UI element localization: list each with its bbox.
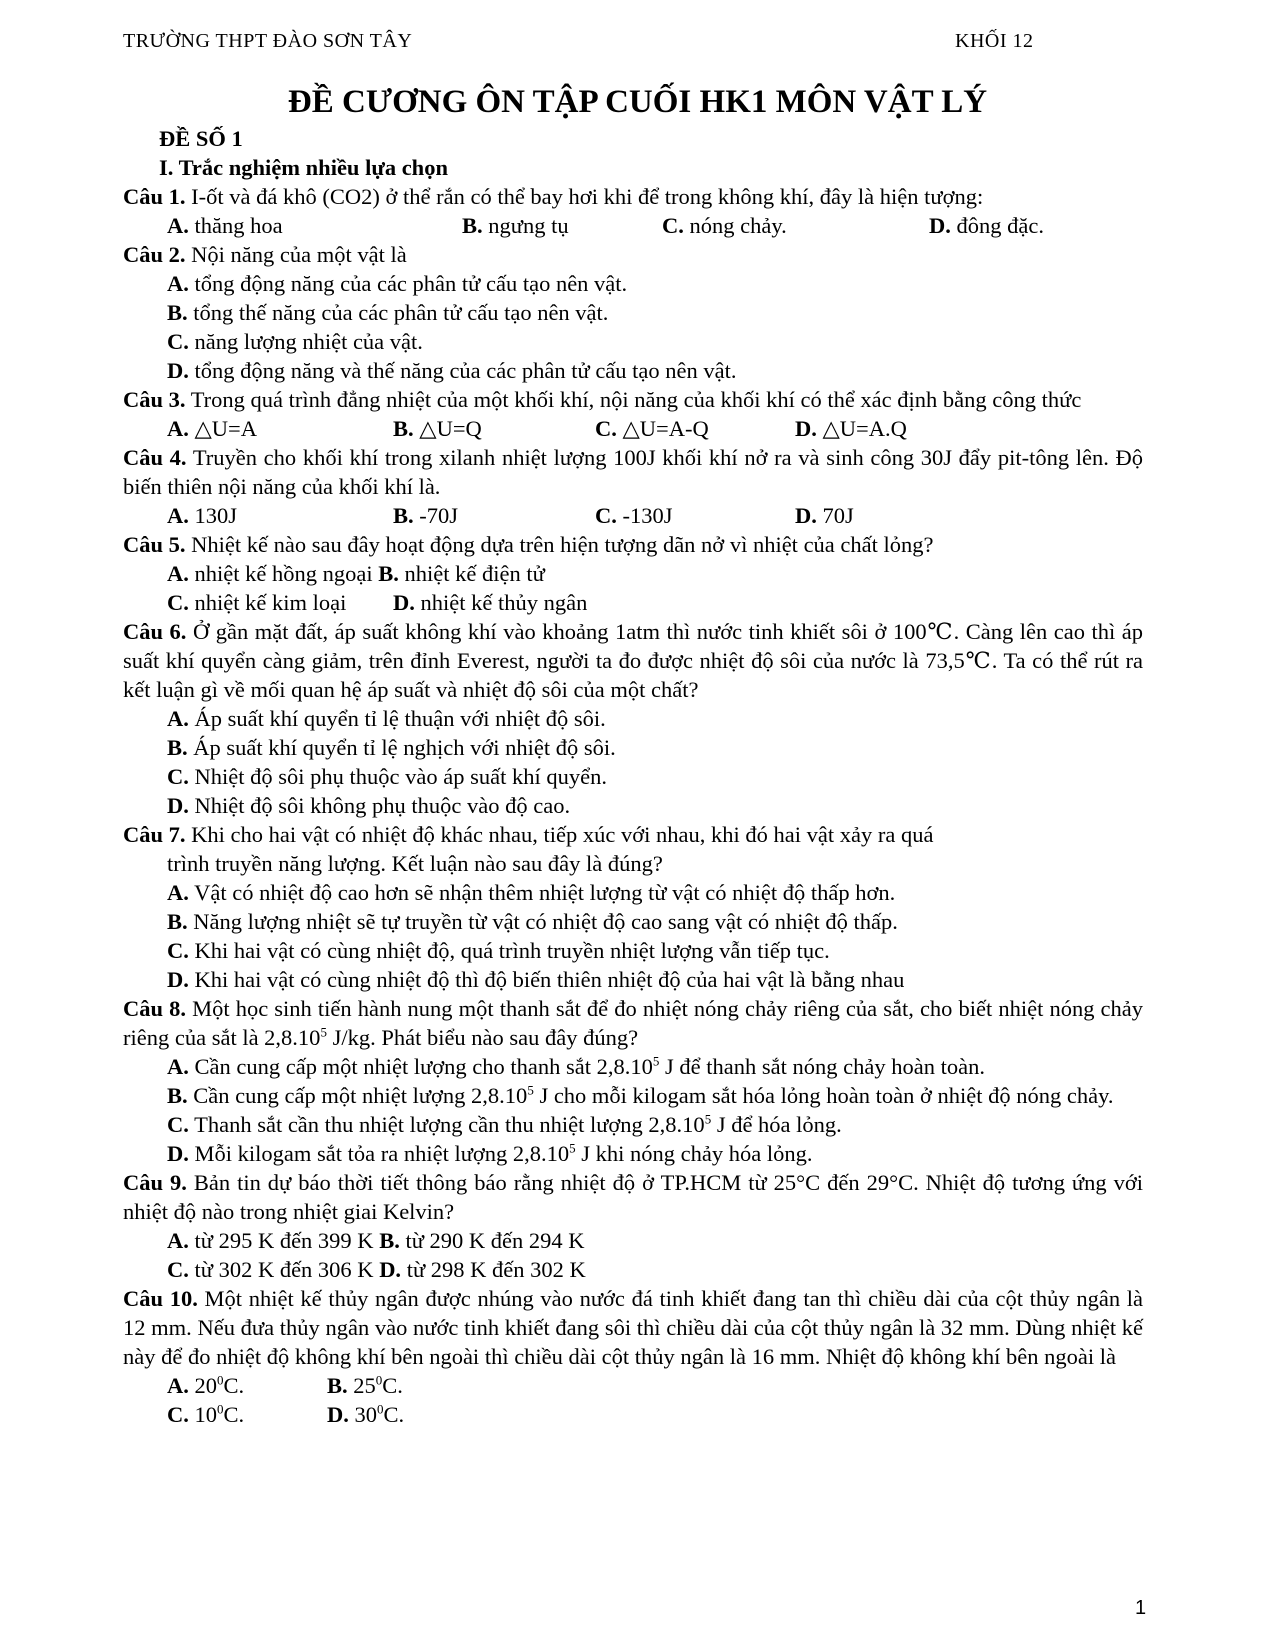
document-body — [123, 124, 1143, 1429]
question: Câu 3. Trong quá trình đẳng nhiệt của một khối khí, nội năng của khối khí có thể xác định bằng công thức — [123, 387, 1082, 412]
option-c: C. nóng chảy. — [662, 213, 787, 238]
option-b: B. ngưng tụ — [462, 213, 569, 238]
options-row — [123, 1400, 1143, 1429]
option-b: B. -70J — [393, 503, 459, 528]
options-row — [123, 501, 1143, 530]
option-c: C. năng lượng nhiệt của vật. — [167, 329, 423, 354]
option-c: C. từ 302 K đến 306 K — [167, 1257, 374, 1282]
option-c: C. △U=A-Q — [595, 416, 709, 441]
option-d: D. Mỗi kilogam sắt tỏa ra nhiệt lượng 2,8.10$^5$ J khi nóng chảy hóa lỏng. — [167, 1140, 813, 1166]
option-a: A. tổng động năng của các phân tử cấu tạo nên vật. — [167, 271, 628, 296]
options-row — [123, 559, 1143, 588]
option-b: B. Cần cung cấp một nhiệt lượng 2,8.10$^5$ J cho mỗi kilogam sắt hóa lỏng hoàn toàn ở nhiệt độ nóng chảy. — [167, 1082, 1114, 1108]
option-d: D. đông đặc. — [929, 213, 1044, 238]
option-d: D. Khi hai vật có cùng nhiệt độ thì độ biến thiên nhiệt độ của hai vật là bằng nhau — [167, 967, 905, 992]
school-name: TRƯỜNG THPT ĐÀO SƠN TÂY — [123, 30, 413, 52]
option-b: B. Áp suất khí quyển tỉ lệ nghịch với nhiệt độ sôi. — [167, 735, 616, 760]
option-b: B. Năng lượng nhiệt sẽ tự truyền từ vật có nhiệt độ cao sang vật có nhiệt độ thấp. — [167, 909, 898, 934]
option-a: A. Cần cung cấp một nhiệt lượng cho thanh sắt 2,8.10$^5$ J để thanh sắt nóng chảy hoàn toàn. — [167, 1053, 985, 1079]
option-c: C. $10^0C$. — [167, 1401, 245, 1427]
section-label: I. Trắc nghiệm nhiều lựa chọn — [159, 155, 448, 180]
question: Câu 6. Ở gần mặt đất, áp suất không khí vào khoảng 1atm thì nước tinh khiết sôi ở 100℃. Càng lên cao thì áp suất khí quyển càng giảm, trên đỉnh Everest, người ta đo được nhiệt độ sôi của nước là 73,5℃. Ta có thể rút ra kết luận gì về mối quan hệ áp suất và nhiệt độ sôi của một chất? — [123, 619, 1144, 702]
option-d: D. từ 298 K đến 302 K — [379, 1257, 586, 1282]
question: Câu 7. Khi cho hai vật có nhiệt độ khác nhau, tiếp xúc với nhau, khi đó hai vật xảy ra quá — [123, 822, 934, 847]
option-c: C. Thanh sắt cần thu nhiệt lượng cần thu nhiệt lượng 2,8.10$^5$ J để hóa lỏng. — [167, 1111, 842, 1137]
option-c: C. nhiệt kế kim loại — [167, 590, 347, 615]
options-row — [123, 1226, 1143, 1255]
option-d: D. △U=A.Q — [795, 416, 907, 441]
option-c: C. Nhiệt độ sôi phụ thuộc vào áp suất khí quyển. — [167, 764, 607, 789]
option-b: B. $25^0C$. — [327, 1372, 403, 1398]
question: Câu 10. Một nhiệt kế thủy ngân được nhúng vào nước đá tinh khiết đang tan thì chiều dài của cột thủy ngân là 12 mm. Nếu đưa thủy ngân vào nước tinh khiết đang sôi thì chiều dài của cột thủy ngân là 32 mm. Dùng nhiệt kế này để đo nhiệt độ không khí bên ngoài thì chiều dài cột thủy ngân là 16 mm. Nhiệt độ không khí bên ngoài là — [123, 1286, 1143, 1369]
option-b: B. tổng thế năng của các phân tử cấu tạo nên vật. — [167, 300, 609, 325]
question: Câu 1. I-ốt và đá khô (CO2) ở thể rắn có thể bay hơi khi để trong không khí, đây là hiện tượng: — [123, 184, 984, 209]
option-b: B. nhiệt kế điện tử — [378, 561, 545, 586]
option-a: A. Vật có nhiệt độ cao hơn sẽ nhận thêm nhiệt lượng từ vật có nhiệt độ thấp hơn. — [167, 880, 896, 905]
document-title: ĐỀ CƯƠNG ÔN TẬP CUỐI HK1 MÔN VẬT LÝ — [287, 84, 988, 120]
option-a: A. Áp suất khí quyển tỉ lệ thuận với nhiệt độ sôi. — [167, 706, 606, 731]
option-c: C. Khi hai vật có cùng nhiệt độ, quá trình truyền nhiệt lượng vẫn tiếp tục. — [167, 938, 830, 963]
option-d: D. nhiệt kế thủy ngân — [393, 590, 588, 615]
option-b: B. từ 290 K đến 294 K — [379, 1228, 585, 1253]
options-row — [123, 588, 1143, 617]
option-d: D. 70J — [795, 503, 854, 528]
option-d: D. tổng động năng và thế năng của các phân tử cấu tạo nên vật. — [167, 358, 737, 383]
options-row — [123, 414, 1143, 443]
page-number: 1 — [1135, 1597, 1147, 1619]
options-row — [123, 211, 1143, 240]
grade-label: KHỐI 12 — [955, 30, 1034, 52]
option-a: A. từ 295 K đến 399 K — [167, 1228, 374, 1253]
exam-label: ĐỀ SỐ 1 — [159, 126, 243, 151]
option-c: C. -130J — [595, 503, 673, 528]
option-b: B. △U=Q — [393, 416, 482, 441]
option-a: A. $20^0C$. — [167, 1372, 245, 1398]
question: Câu 8. Một học sinh tiến hành nung một thanh sắt để đo nhiệt nóng chảy riêng của sắt, cho biết nhiệt nóng chảy riêng của sắt là 2,8.10$^5$ J/kg. Phát biểu nào sau đây đúng? — [123, 996, 1144, 1050]
options-row — [123, 1371, 1143, 1400]
question: Câu 9. Bản tin dự báo thời tiết thông báo rằng nhiệt độ ở TP.HCM từ 25°C đến 29°C. Nhiệt độ tương ứng với nhiệt độ nào trong nhiệt giai Kelvin? — [123, 1170, 1144, 1224]
option-a: A. nhiệt kế hồng ngoại — [167, 561, 373, 586]
option-a: A. thăng hoa — [167, 213, 283, 238]
question: Câu 4. Truyền cho khối khí trong xilanh nhiệt lượng 100J khối khí nở ra và sinh công 30J đẩy pit-tông lên. Độ biến thiên nội năng của khối khí là. — [123, 445, 1144, 499]
option-a: A. △U=A — [167, 416, 257, 441]
options-row — [123, 1255, 1143, 1284]
option-a: A. 130J — [167, 503, 238, 528]
question: Câu 5. Nhiệt kế nào sau đây hoạt động dựa trên hiện tượng dãn nở vì nhiệt của chất lỏng? — [123, 532, 934, 557]
option-d: D. Nhiệt độ sôi không phụ thuộc vào độ cao. — [167, 793, 571, 818]
option-d: D. $30^0C$. — [327, 1401, 405, 1427]
question: Câu 2. Nội năng của một vật là — [123, 242, 407, 267]
question-continued: trình truyền năng lượng. Kết luận nào sau đây là đúng? — [167, 851, 663, 876]
